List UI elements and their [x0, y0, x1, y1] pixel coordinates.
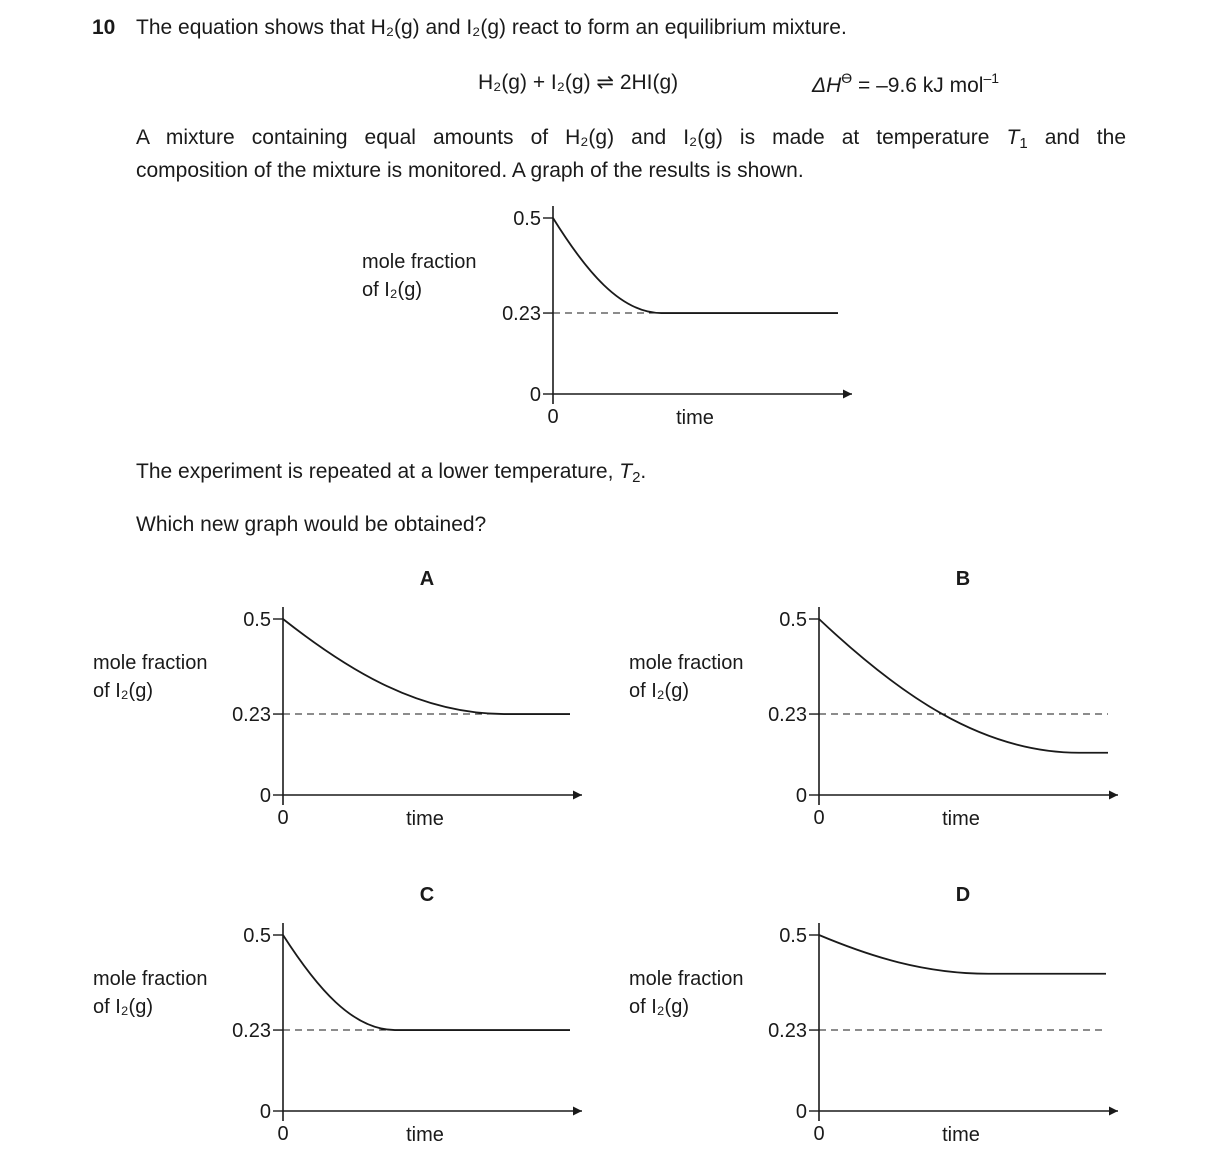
y-tick-label-stem: 0: [529, 384, 541, 406]
x-tick-label-a: 0: [277, 807, 289, 829]
enthalpy-unit-exponent: –1: [983, 70, 1000, 86]
x-tick-label-b: 0: [813, 807, 825, 829]
x-tick-label-stem: 0: [547, 406, 559, 428]
y-axis-label-a: mole fraction: [93, 652, 208, 674]
temperature-t1: T: [1006, 126, 1020, 149]
x-tick-label-c: 0: [277, 1123, 289, 1145]
y-tick-label-c: 0.5: [243, 925, 271, 947]
y-axis-label-b: mole fraction: [629, 652, 744, 674]
y-axis-label-d: mole fraction: [629, 968, 744, 990]
y-tick-label-c: 0: [259, 1101, 271, 1123]
y-tick-label-a: 0.23: [232, 704, 271, 727]
x-tick-label-d: 0: [813, 1123, 825, 1145]
question-number: 10: [92, 16, 116, 39]
y-axis-label-line2-d: of I₂(g): [629, 996, 689, 1018]
enthalpy-value: = –9.6 kJ mol: [852, 74, 984, 97]
y-tick-label-a: 0.5: [243, 609, 271, 631]
option-label-c: C: [419, 884, 435, 906]
y-tick-label-d: 0.23: [768, 1020, 807, 1043]
repeat-text: The experiment is repeated at a lower temperature,: [136, 460, 620, 483]
data-curve-a: [283, 619, 570, 714]
option-label-b: B: [955, 568, 971, 590]
y-axis-label-line2-stem: of I₂(g): [362, 279, 422, 301]
temperature-t1-subscript: 1: [1019, 135, 1028, 152]
data-curve-b: [819, 619, 1108, 753]
y-axis-label-line2-a: of I₂(g): [93, 680, 153, 702]
reaction-equation: H₂(g) + I₂(g) ⇌ 2HI(g): [478, 71, 679, 94]
enthalpy-symbol: ΔH: [812, 74, 842, 97]
data-curve-d: [819, 935, 1106, 974]
y-tick-label-b: 0: [795, 785, 807, 807]
option-label-d: D: [955, 884, 971, 906]
data-curve-c: [283, 935, 570, 1030]
repeat-period: .: [640, 460, 647, 483]
description-text-b: and the: [1027, 126, 1126, 149]
y-axis-label-stem: mole fraction: [362, 251, 477, 273]
standard-symbol: ϴ: [841, 70, 853, 86]
question-stem: The equation shows that H₂(g) and I₂(g) react to form an equilibrium mixture.: [136, 16, 847, 39]
x-axis-label-b: time: [942, 808, 980, 830]
x-axis-label-stem: time: [676, 407, 714, 429]
y-tick-label-d: 0: [795, 1101, 807, 1123]
y-tick-label-stem: 0.5: [513, 208, 541, 230]
y-tick-label-b: 0.23: [768, 704, 807, 727]
y-axis-label-line2-b: of I₂(g): [629, 680, 689, 702]
y-axis-label-c: mole fraction: [93, 968, 208, 990]
option-label-a: A: [419, 568, 435, 590]
description-text-a: A mixture containing equal amounts of H₂(g) and I₂(g) is made at temperature: [136, 126, 1007, 149]
temperature-t2: T: [619, 460, 633, 483]
x-axis-label-d: time: [942, 1124, 980, 1146]
question-prompt: Which new graph would be obtained?: [136, 513, 487, 536]
description-line-2: composition of the mixture is monitored. A graph of the results is shown.: [136, 159, 804, 182]
y-tick-label-b: 0.5: [779, 609, 807, 631]
x-axis-label-a: time: [406, 808, 444, 830]
y-axis-label-line2-c: of I₂(g): [93, 996, 153, 1018]
temperature-t2-subscript: 2: [632, 469, 641, 486]
y-tick-label-a: 0: [259, 785, 271, 807]
y-tick-label-c: 0.23: [232, 1020, 271, 1043]
data-curve-stem: [553, 218, 838, 313]
x-axis-label-c: time: [406, 1124, 444, 1146]
y-tick-label-d: 0.5: [779, 925, 807, 947]
y-tick-label-stem: 0.23: [502, 303, 541, 326]
